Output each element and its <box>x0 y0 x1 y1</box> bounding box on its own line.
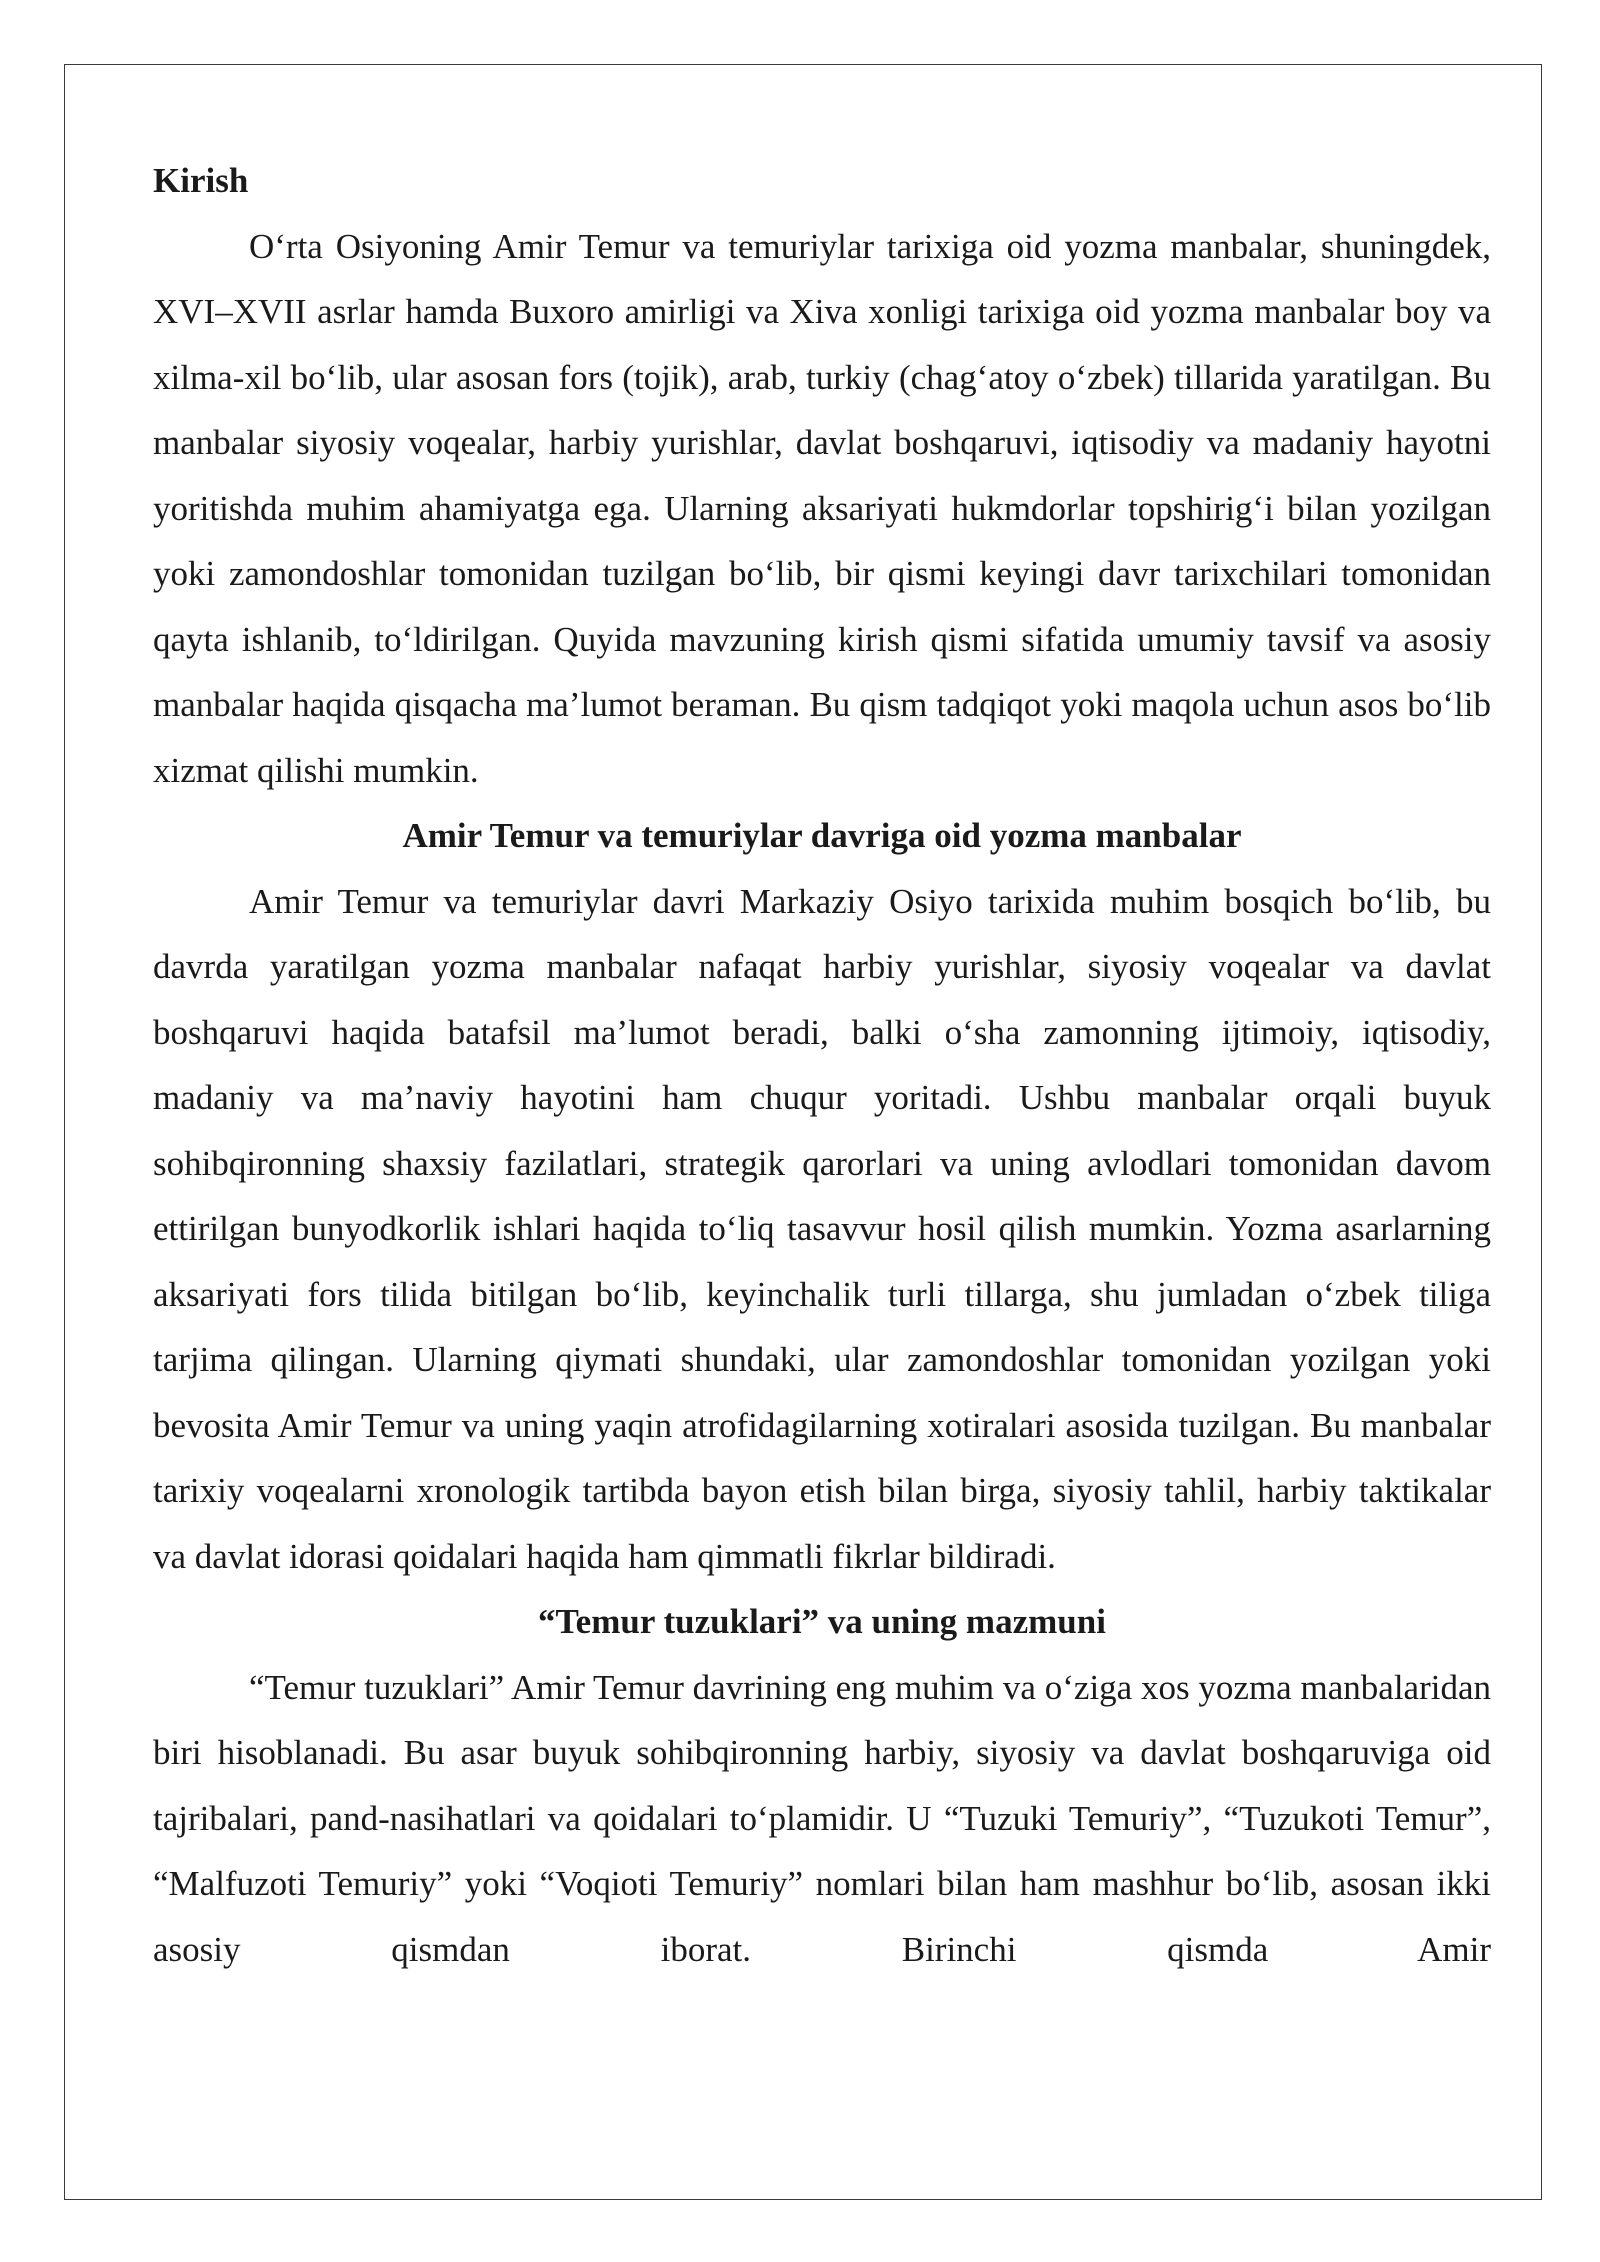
document-body <box>153 148 1491 1982</box>
section-heading-sources: Amir Temur va temuriylar davriga oid yozma manbalar <box>402 816 1242 855</box>
intro-paragraph: O‘rta Osiyoning Amir Temur va temuriylar tarixiga oid yozma manbalar, shuningdek, XVI–XVII asrlar hamda Buxoro amirligi va Xiva xonligi tarixiga oid yozma manbalar boy va xilma-xil bo‘lib, ular asosan fors (tojik), arab, turkiy (chag‘atoy o‘zbek) tillarida yaratilgan. Bu manbalar siyosiy voqealar, harbiy yurishlar, davlat boshqaruvi, iqtisodiy va madaniy hayotni yoritishda muhim ahamiyatga ega. Ularning aksariyati hukmdorlar topshirig‘i bilan yozilgan yoki zamondoshlar tomonidan tuzilgan bo‘lib, bir qismi keyingi davr tarixchilari tomonidan qayta ishlanib, to‘ldirilgan. Quyida mavzuning kirish qismi sifatida umumiy tavsif va asosiy manbalar haqida qisqacha ma’lumot beraman. Bu qism tadqiqot yoki maqola uchun asos bo‘lib xizmat qilishi mumkin. <box>153 226 1491 790</box>
section-heading-tuzuklar: “Temur tuzuklari” va uning mazmuni <box>538 1602 1106 1641</box>
intro-heading: Kirish <box>153 161 249 200</box>
sources-paragraph: Amir Temur va temuriylar davri Markaziy Osiyo tarixida muhim bosqich bo‘lib, bu davrda yaratilgan yozma manbalar nafaqat harbiy yurishlar, siyosiy voqealar va davlat boshqaruvi haqida batafsil ma’lumot beradi, balki o‘sha zamonning ijtimoiy, iqtisodiy, madaniy va ma’naviy hayotini ham chuqur yoritadi. Ushbu manbalar orqali buyuk sohibqironning shaxsiy fazilatlari, strategik qarorlari va uning avlodlari tomonidan davom ettirilgan bunyodkorlik ishlari haqida to‘liq tasavvur hosil qilish mumkin. Yozma asarlarning aksariyati fors tilida bitilgan bo‘lib, keyinchalik turli tillarga, shu jumladan o‘zbek tiliga tarjima qilingan. Ularning qiymati shundaki, ular zamondoshlar tomonidan yozilgan yoki bevosita Amir Temur va uning yaqin atrofidagilarning xotiralari asosida tuzilgan. Bu manbalar tarixiy voqealarni xronologik tartibda bayon etish bilan birga, siyosiy tahlil, harbiy taktikalar va davlat idorasi qoidalari haqida ham qimmatli fikrlar bildiradi. <box>153 881 1491 1576</box>
tuzuklar-paragraph: “Temur tuzuklari” Amir Temur davrining eng muhim va o‘ziga xos yozma manbalaridan biri hisoblanadi. Bu asar buyuk sohibqironning harbiy, siyosiy va davlat boshqaruviga oid tajribalari, pand-nasihatlari va qoidalari to‘plamidir. U “Tuzuki Temuriy”, “Tuzukoti Temur”, “Malfuzoti Temuriy” yoki “Voqioti Temuriy” nomlari bilan ham mashhur bo‘lib, asosan ikki asosiy qismdan iborat. Birinchi qismda Amir <box>153 1667 1491 1969</box>
